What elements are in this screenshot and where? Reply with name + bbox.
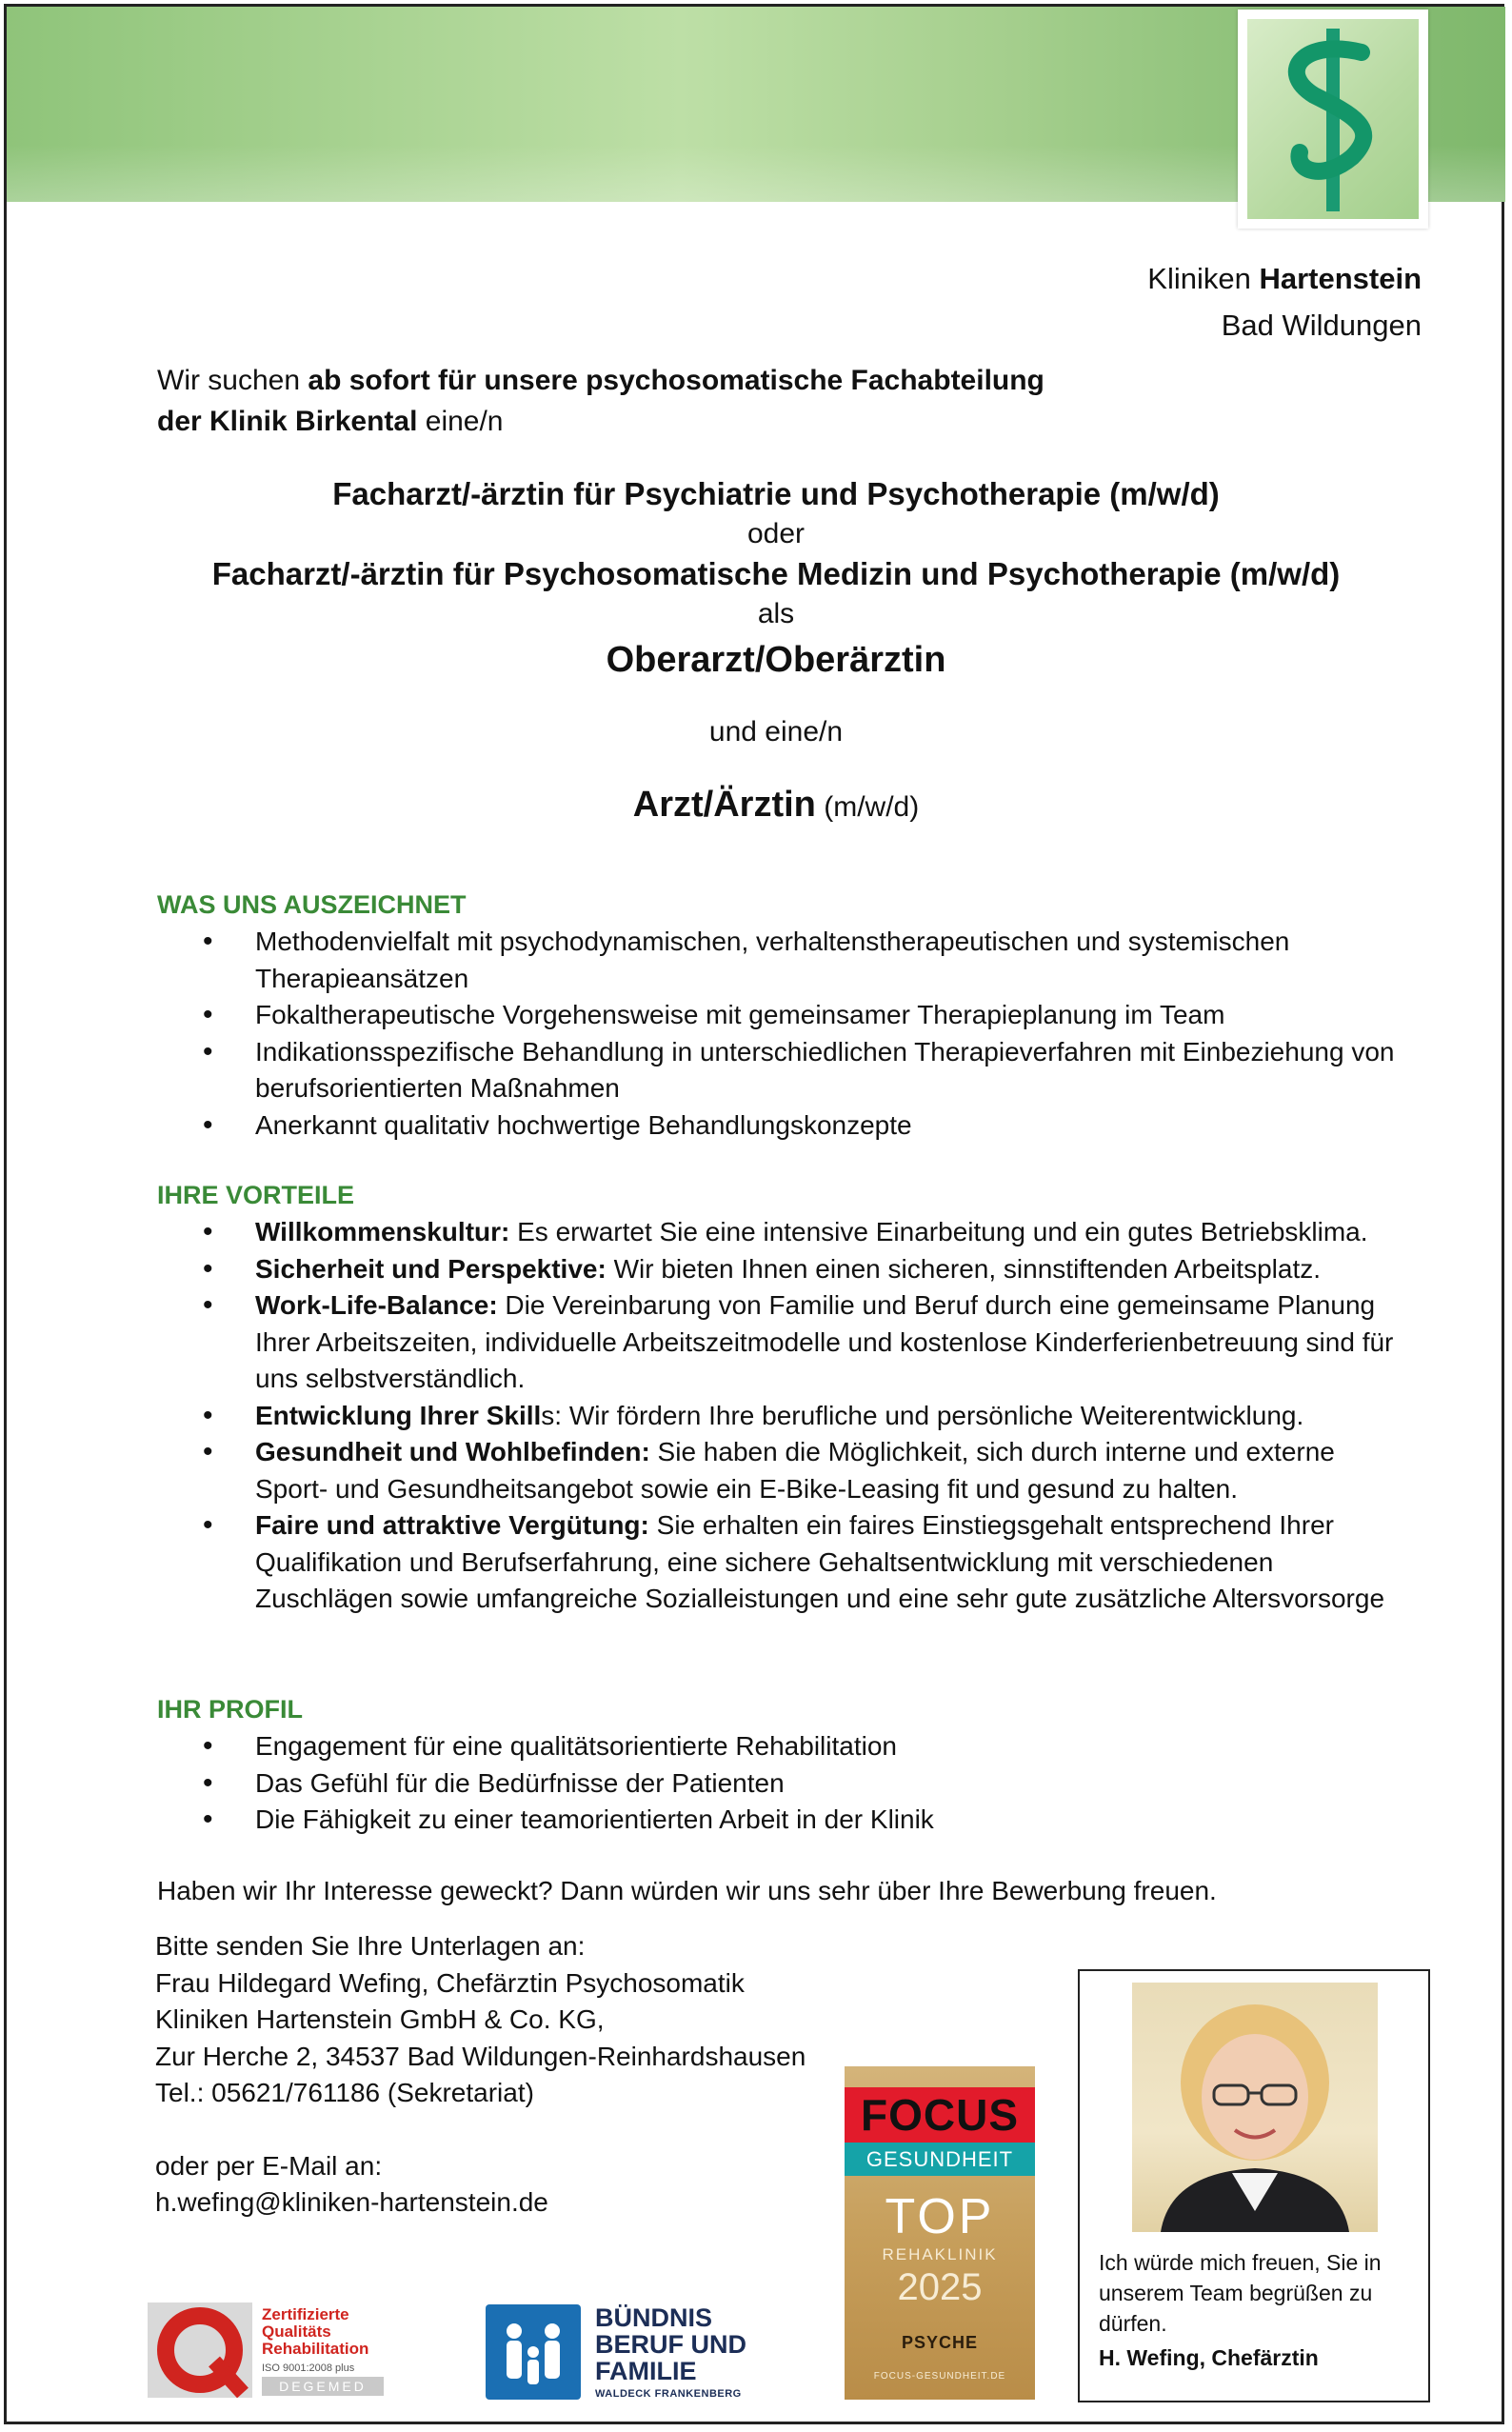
quote-box bbox=[1078, 1969, 1430, 2402]
portrait-photo bbox=[1132, 1983, 1378, 2232]
contact-line: oder per E-Mail an: bbox=[155, 2150, 383, 2181]
benefit-label: Willkommenskultur: bbox=[255, 1217, 510, 1246]
bund-line: FAMILIE bbox=[595, 2357, 697, 2385]
list-item: • Indikationsspezifische Behandlung in unterschiedlichen Therapieverfahren mit Einbeziehung von berufsorientierten Maßnahmen bbox=[157, 1034, 1414, 1107]
list-item bbox=[157, 1507, 1414, 1618]
contact-block bbox=[155, 1928, 806, 2222]
conjunction-und: und eine/n bbox=[708, 716, 844, 748]
clinic-location: Bad Wildungen bbox=[1221, 309, 1422, 342]
family-icon bbox=[486, 2304, 581, 2400]
contact-person: Frau Hildegard Wefing, Chefärztin Psychosomatik bbox=[155, 1967, 745, 1998]
focus-award-badge bbox=[845, 2066, 1035, 2400]
clinic-prefix: Kliniken bbox=[1147, 262, 1260, 295]
staff-of-asclepius-icon bbox=[1247, 19, 1419, 219]
benefit-label: Faire und attraktive Vergütung: bbox=[255, 1510, 649, 1540]
intro-bold: der Klinik Birkental bbox=[157, 406, 418, 437]
list-item: • Fokaltherapeutische Vorgehensweise mit gemeinsamer Therapieplanung im Team bbox=[157, 997, 1414, 1034]
clinic-heading bbox=[1147, 255, 1422, 349]
benefit-label: Entwicklung Ihrer Skill bbox=[255, 1400, 542, 1430]
intro-part: eine/n bbox=[417, 406, 504, 437]
cert-line: Rehabilitation bbox=[262, 2340, 369, 2358]
focus-year: 2025 bbox=[897, 2266, 983, 2308]
benefit-text: Sie erhalten ein faires Einstiegsgehalt entsprechend Ihrer Qualifikation und Berufserfahrung, eine sichere Gehaltsentwicklung mit verschiedenen Zuschlägen sowie umfangreiche Sozialleistungen und eine sehr gute zusätzliche Altersvorsorge bbox=[255, 1510, 1385, 1613]
section-title-profile: IHR PROFIL bbox=[157, 1695, 303, 1724]
quality-q-icon bbox=[148, 2302, 252, 2398]
conjunction-als: als bbox=[757, 598, 795, 629]
portrait-icon bbox=[1132, 1983, 1378, 2232]
list-item bbox=[157, 1214, 1414, 1251]
arzt-suffix: (m/w/d) bbox=[815, 791, 920, 823]
benefit-label: Sicherheit und Perspektive: bbox=[255, 1253, 607, 1284]
degemed-cert-logo bbox=[148, 2302, 386, 2398]
focus-field: PSYCHE bbox=[901, 2333, 979, 2352]
intro-part: Wir suchen bbox=[157, 365, 308, 396]
contact-line: Bitte senden Sie Ihre Unterlagen an: bbox=[155, 1931, 586, 1961]
list-item bbox=[157, 1287, 1414, 1398]
bund-sub: WALDECK FRANKENBERG bbox=[595, 2388, 742, 2400]
contact-email-link[interactable]: h.wefing@kliniken-hartenstein.de bbox=[155, 2187, 548, 2217]
profile-list bbox=[157, 1728, 1414, 1839]
contact-address: Zur Herche 2, 34537 Bad Wildungen-Reinhardshausen bbox=[155, 2041, 806, 2071]
clinic-name: Hartenstein bbox=[1259, 262, 1422, 295]
benefits-list bbox=[157, 1214, 1414, 1618]
contact-company: Kliniken Hartenstein GmbH & Co. KG, bbox=[155, 2004, 605, 2034]
list-item: • Anerkannt qualitativ hochwertige Behandlungskonzepte bbox=[157, 1107, 1414, 1145]
list-item: • Das Gefühl für die Bedürfnisse der Patienten bbox=[157, 1765, 1414, 1803]
cert-brand: DEGEMED bbox=[262, 2377, 384, 2396]
focus-top-label: TOP bbox=[885, 2189, 995, 2244]
clinic-name-line bbox=[1147, 255, 1422, 302]
position-title-1: Facharzt/-ärztin für Psychiatrie und Psychotherapie (m/w/d) bbox=[332, 476, 1220, 511]
cert-line: Zertifizierte bbox=[262, 2305, 349, 2323]
list-item bbox=[157, 1434, 1414, 1507]
logo-background bbox=[1247, 19, 1419, 219]
bund-line: BÜNDNIS bbox=[595, 2303, 713, 2332]
benefit-text: Sie haben die Möglichkeit, sich durch interne und externe Sport- und Gesundheitsangebot sowie ein E-Bike-Leasing fit und gesund zu halten. bbox=[255, 1437, 1335, 1504]
cert-line: Qualitäts bbox=[262, 2322, 331, 2341]
oberarzt-title: Oberarzt/Oberärztin bbox=[606, 640, 946, 680]
bund-text bbox=[595, 2304, 746, 2384]
job-titles bbox=[157, 474, 1395, 828]
quote-text: Ich würde mich freuen, Sie in unserem Team begrüßen zu dürfen. bbox=[1099, 2250, 1382, 2336]
interest-line: Haben wir Ihr Interesse geweckt? Dann würden wir uns sehr über Ihre Bewerbung freuen. bbox=[157, 1876, 1217, 1905]
buendnis-logo bbox=[486, 2304, 771, 2400]
position-title-2: Facharzt/-ärztin für Psychosomatische Medizin und Psychotherapie (m/w/d) bbox=[211, 556, 1341, 591]
arzt-title-line bbox=[157, 781, 1395, 828]
bund-line: BERUF UND bbox=[595, 2330, 746, 2359]
clinic-logo bbox=[1238, 10, 1428, 229]
list-item: • Methodenvielfalt mit psychodynamischen, verhaltenstherapeutischen und systemischen Therapieansätzen bbox=[157, 924, 1414, 997]
benefit-text: Wir bieten Ihnen einen sicheren, sinnstiftenden Arbeitsplatz. bbox=[606, 1253, 1322, 1284]
benefit-text: s: Wir fördern Ihre berufliche und persönliche Weiterentwicklung. bbox=[541, 1400, 1304, 1430]
arzt-title: Arzt/Ärztin bbox=[632, 785, 816, 825]
benefit-label: Work-Life-Balance: bbox=[255, 1290, 498, 1320]
list-item: • Die Fähigkeit zu einer teamorientierten Arbeit in der Klinik bbox=[157, 1802, 1414, 1839]
conjunction-oder: oder bbox=[746, 518, 806, 549]
focus-type: REHAKLINIK bbox=[882, 2245, 998, 2263]
features-list bbox=[157, 924, 1414, 1144]
cert-text bbox=[262, 2306, 368, 2358]
quote-signature: H. Wefing, Chefärztin bbox=[1099, 2345, 1319, 2370]
list-item bbox=[157, 1251, 1414, 1288]
cert-iso: ISO 9001:2008 plus bbox=[262, 2362, 355, 2374]
focus-brand: FOCUS bbox=[845, 2087, 1035, 2143]
section-title-features: WAS UNS AUSZEICHNET bbox=[157, 890, 467, 919]
benefit-text: Die Vereinbarung von Familie und Beruf durch eine gemeinsame Planung Ihrer Arbeitszeiten, individuelle Arbeitszeitmodelle und kostenlose Kinderferienbetreuung sind für uns selbstverständlich. bbox=[255, 1290, 1394, 1393]
benefit-text: Es erwartet Sie eine intensive Einarbeitung und ein gutes Betriebsklima. bbox=[509, 1217, 1368, 1246]
section-title-benefits: IHRE VORTEILE bbox=[157, 1181, 355, 1209]
focus-sub: GESUNDHEIT bbox=[845, 2143, 1035, 2176]
contact-phone[interactable]: Tel.: 05621/761186 (Sekretariat) bbox=[155, 2078, 534, 2107]
benefit-label: Gesundheit und Wohlbefinden: bbox=[255, 1437, 650, 1466]
list-item bbox=[157, 1398, 1414, 1435]
focus-url: FOCUS-GESUNDHEIT.DE bbox=[873, 2371, 1006, 2382]
intro-text bbox=[157, 360, 1109, 442]
intro-bold: ab sofort für unsere psychosomatische Fachabteilung bbox=[308, 365, 1044, 396]
list-item: • Engagement für eine qualitätsorientierte Rehabilitation bbox=[157, 1728, 1414, 1765]
spacer bbox=[155, 2112, 806, 2148]
